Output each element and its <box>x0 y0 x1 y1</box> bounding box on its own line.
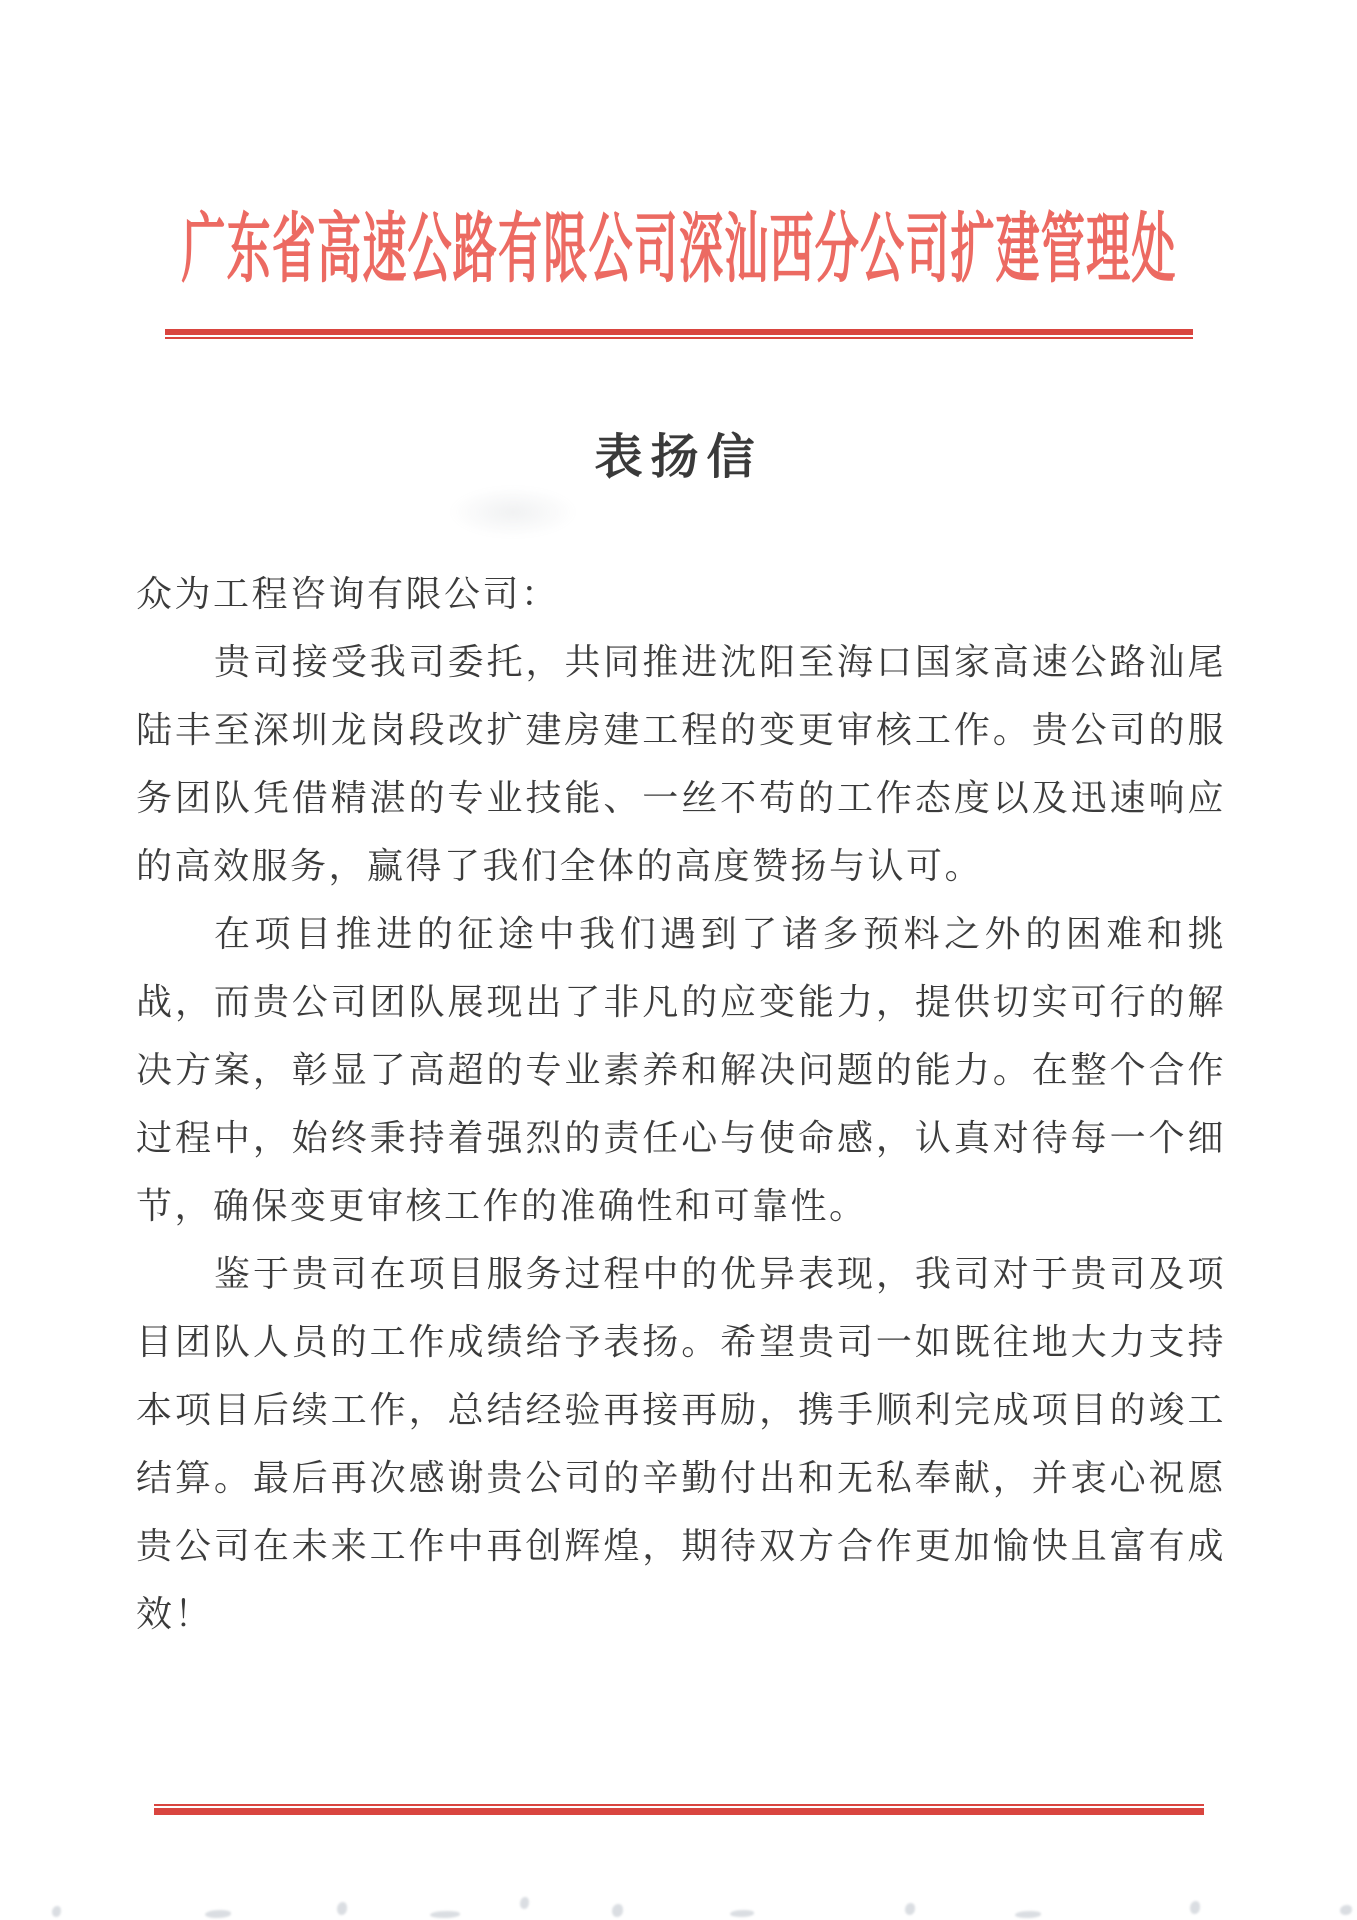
letterhead-title: 广东省高速公路有限公司深汕西分公司扩建管理处 <box>180 207 1177 292</box>
scan-artifact <box>612 1904 623 1917</box>
footer-divider <box>154 1804 1204 1815</box>
scan-artifact <box>1015 1911 1041 1918</box>
scan-artifact <box>730 1910 754 1917</box>
scan-artifact <box>205 1910 231 1918</box>
letter-body <box>136 560 1226 1648</box>
scan-artifact <box>1190 1901 1200 1914</box>
letterhead <box>0 200 1357 300</box>
header-divider <box>165 329 1193 339</box>
scan-artifact <box>520 1897 529 1909</box>
document-title: 表扬信 <box>594 431 763 484</box>
footer-divider-thin-line <box>154 1804 1204 1806</box>
scan-artifact <box>430 1911 460 1918</box>
footer-divider-thick-line <box>154 1808 1204 1815</box>
scan-artifact <box>52 1906 61 1917</box>
header-divider-thin-line <box>165 337 1193 339</box>
scan-artifact <box>337 1902 347 1915</box>
scan-artifact <box>1340 1905 1352 1915</box>
salutation: 众为工程咨询有限公司： <box>136 574 560 614</box>
body-paragraph-1: 贵司接受我司委托，共同推进沈阳至海口国家高速公路汕尾陆丰至深圳龙岗段改扩建房建工程的变更审核工作。贵公司的服务团队凭借精湛的专业技能、一丝不苟的工作态度以及迅速响应的高效服务，赢得了我们全体的高度赞扬与认可。 <box>136 642 1226 886</box>
body-paragraph-3: 鉴于贵司在项目服务过程中的优异表现，我司对于贵司及项目团队人员的工作成绩给予表扬。希望贵司一如既往地大力支持本项目后续工作，总结经验再接再励，携手顺利完成项目的竣工结算。最后再次感谢贵公司的辛勤付出和无私奉献，并衷心祝愿贵公司在未来工作中再创辉煌，期待双方合作更加愉快且富有成效！ <box>136 1254 1226 1634</box>
scan-artifact <box>905 1903 915 1915</box>
scan-smudge <box>448 486 578 538</box>
header-divider-thick-line <box>165 329 1193 335</box>
body-paragraph-2: 在项目推进的征途中我们遇到了诸多预料之外的困难和挑战，而贵公司团队展现出了非凡的应变能力，提供切实可行的解决方案，彰显了高超的专业素养和解决问题的能力。在整个合作过程中，始终秉持着强烈的责任心与使命感，认真对待每一个细节，确保变更审核工作的准确性和可靠性。 <box>136 914 1226 1226</box>
